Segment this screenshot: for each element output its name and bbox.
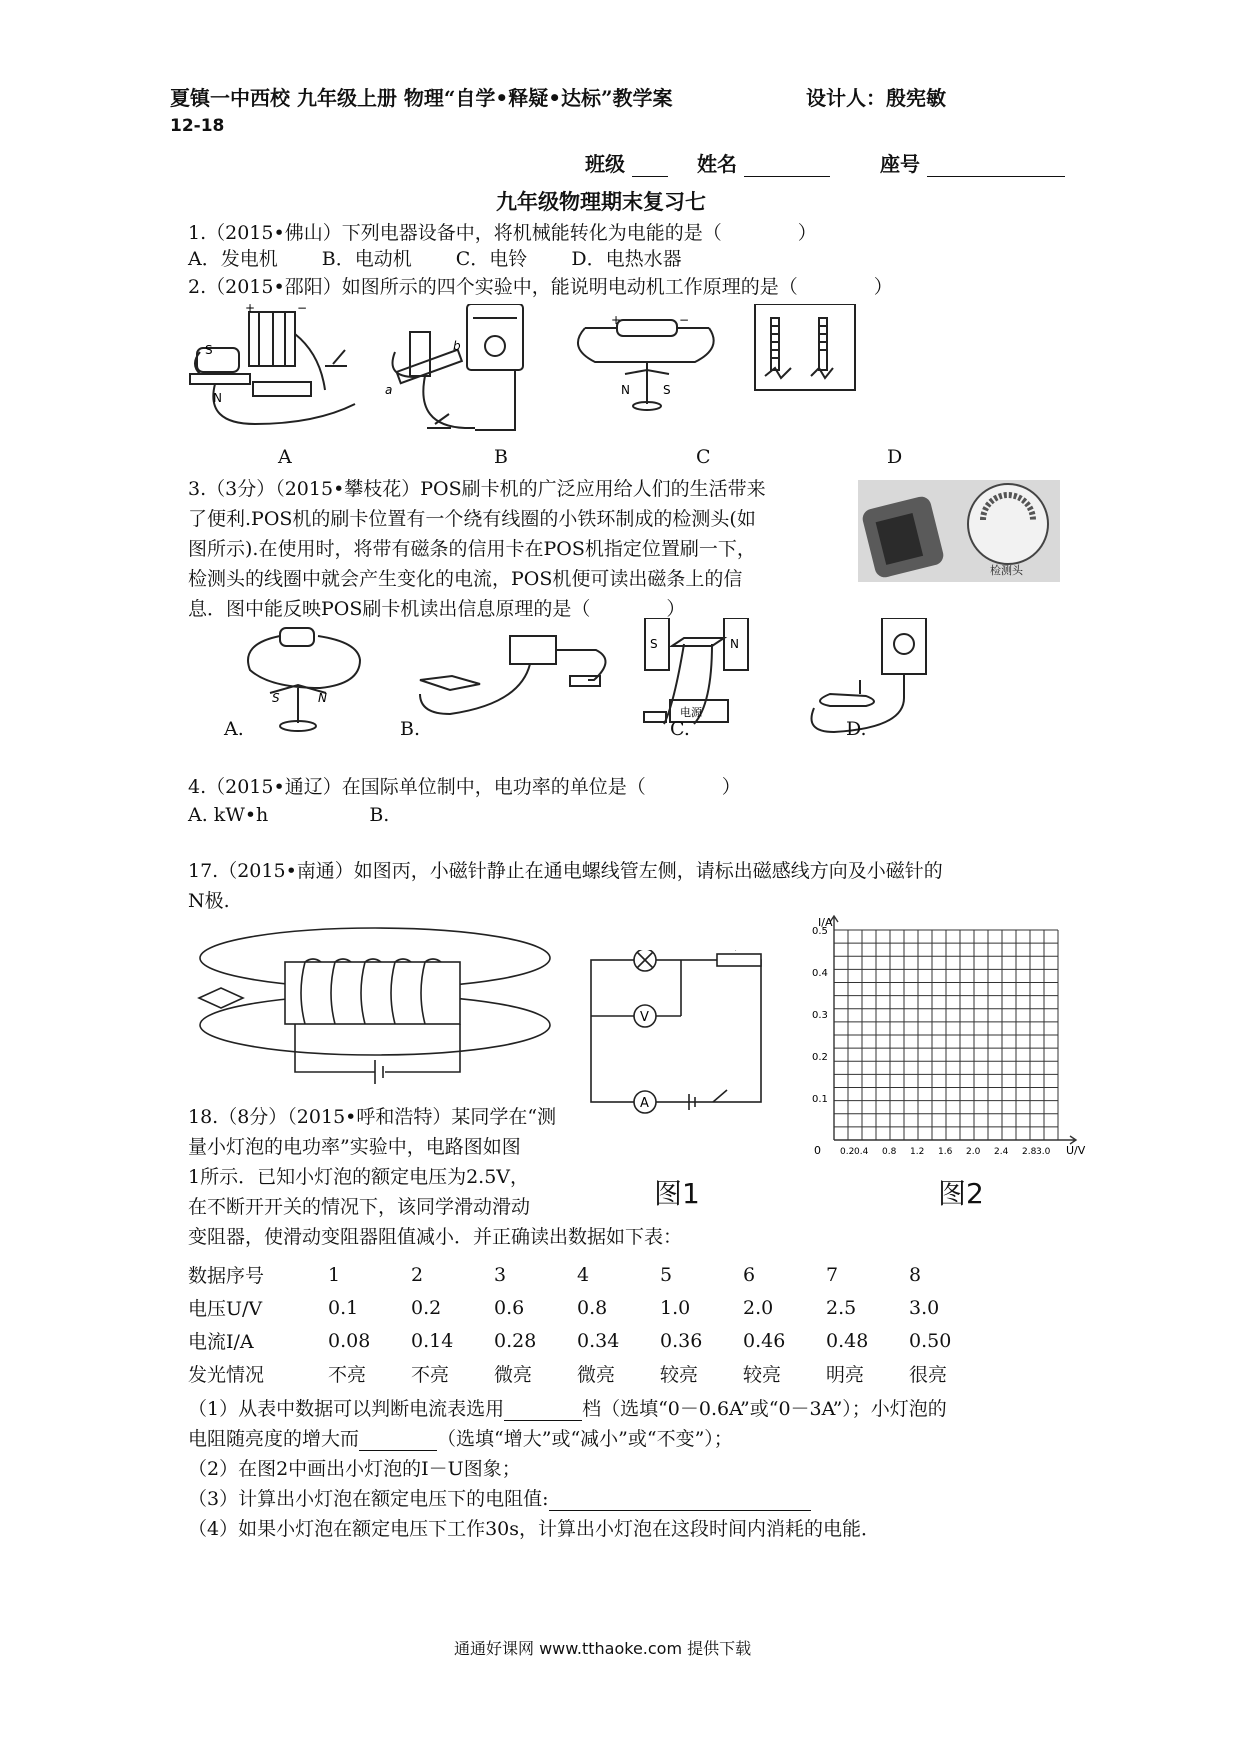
table-cell: 3: [494, 1263, 507, 1286]
table-cell: 0.1: [328, 1296, 359, 1319]
table-cell: 明亮: [826, 1364, 865, 1386]
pos-photo: [858, 480, 1060, 582]
grid-x-tick: 0.2: [840, 1147, 855, 1157]
q4-options: A. kW•h B.: [188, 804, 390, 826]
q17-line2: N极.: [188, 890, 230, 912]
class-field: [585, 148, 668, 177]
q2-fig-c-plus: +: [611, 313, 622, 327]
q2-label-a: A: [278, 446, 292, 468]
grid-x-tick: 0.8: [882, 1147, 897, 1157]
q18-line1: 18.（8分）（2015•呼和浩特）某同学在“测: [188, 1106, 557, 1128]
fig2-label: 图2: [938, 1177, 984, 1210]
q3-line1: 3.（3分）（2015•攀枝花）POS刷卡机的广泛应用给人们的生活带来: [188, 478, 766, 500]
q2-label-b: B: [494, 446, 508, 468]
grid-x-tick: 2.0: [966, 1147, 981, 1157]
table-cell: 6: [743, 1263, 756, 1286]
q2-figures: [185, 304, 985, 454]
table-cell: 1: [328, 1263, 341, 1286]
q3-fig-a: [248, 628, 360, 731]
name-field: [697, 148, 830, 177]
grid-x-tick: 1.2: [910, 1147, 925, 1157]
table-cell: 0.48: [826, 1329, 869, 1352]
q3-line2: 了便利.POS机的刷卡位置有一个绕有线圈的小铁环制成的检测头(如: [188, 508, 756, 530]
q2-fig-b: [393, 304, 524, 430]
table-cell: 0.6: [494, 1296, 525, 1319]
table-row: [188, 1357, 992, 1390]
q2-fig-a-plus: +: [245, 304, 256, 315]
q18-sub3: [188, 1484, 811, 1511]
seat-blank[interactable]: [927, 176, 1065, 177]
grid-x-tick: 2.4: [994, 1147, 1009, 1157]
table-cell: 微亮: [577, 1364, 616, 1386]
circuit-figure-1: [585, 950, 770, 1120]
q3-option-c: C.: [670, 718, 690, 740]
q3-fig-a-n: N: [318, 691, 327, 705]
q2-fig-a-s: S: [205, 343, 213, 357]
q2-fig-a: [190, 312, 355, 424]
header-title: 夏镇一中西校 九年级上册 物理“自学•释疑•达标”教学案: [170, 86, 673, 110]
table-cell: 8: [909, 1263, 922, 1286]
table-cell: 4: [577, 1263, 590, 1286]
table-cell: 较亮: [660, 1364, 699, 1386]
grid-y-tick: 0.3: [812, 1010, 828, 1021]
table-cell: 微亮: [494, 1364, 533, 1386]
q1-options: A．发电机 B．电动机 C．电铃 D．电热水器: [188, 248, 682, 270]
q18-sub1-cont: [188, 1424, 733, 1451]
q3-line5: 息．图中能反映POS刷卡机读出信息原理的是（ ）: [188, 598, 686, 620]
q2-stem: 2.（2015•邵阳）如图所示的四个实验中，能说明电动机工作原理的是（ ）: [188, 276, 893, 298]
q2-fig-a-minus: −: [297, 304, 308, 315]
header-designer: 设计人：殷宪敏: [806, 86, 946, 110]
q18-line5: 变阻器，使滑动变阻器阻值减小．并正确读出数据如下表：: [188, 1226, 683, 1248]
grid-y-tick: 0.4: [812, 968, 828, 979]
grid-y-axis-label: I/A: [818, 916, 833, 929]
seat-field: [880, 148, 1065, 177]
table-cell: 不亮: [411, 1364, 450, 1386]
table-cell: 7: [826, 1263, 839, 1286]
q18-sub2: （2）在图2中画出小灯泡的I－U图象；: [188, 1458, 521, 1480]
q2-label-c: C: [696, 446, 711, 468]
table-cell: 0.2: [411, 1296, 442, 1319]
ammeter-label: A: [640, 1096, 649, 1111]
name-blank[interactable]: [744, 176, 830, 177]
q18-line2: 量小灯泡的电功率”实验中，电路图如图: [188, 1136, 521, 1158]
q3-fig-c-power: 电源: [680, 706, 702, 719]
voltmeter-label: V: [640, 1010, 649, 1025]
q3-option-a: A.: [224, 718, 244, 740]
table-row: [188, 1324, 992, 1357]
table-row-header: 电流I/A: [188, 1331, 254, 1353]
name-label: 姓名: [697, 152, 737, 176]
q18-sub1: [188, 1394, 947, 1421]
q2-fig-c-minus: −: [679, 313, 690, 327]
grid-x-tick: 0.4: [854, 1147, 869, 1157]
header-date: 12-18: [170, 116, 225, 136]
q2-fig-b-a: a: [385, 383, 393, 397]
grid-y-tick: 0.5: [812, 926, 828, 937]
pos-photo-label: 检测头: [990, 564, 1023, 577]
q18-sub1-c: 电阻随亮度的增大而: [188, 1428, 360, 1450]
q2-fig-a-n: N: [213, 391, 222, 405]
table-cell: 0.14: [411, 1329, 454, 1352]
table-row: [188, 1291, 992, 1324]
q3-fig-c-n: N: [730, 637, 739, 651]
q3-line3: 图所示).在使用时，将带有磁条的信用卡在POS机指定位置刷一下，: [188, 538, 756, 560]
table-cell: 0.46: [743, 1329, 786, 1352]
table-row-header: 数据序号: [188, 1265, 265, 1287]
grid-y-tick: 0.2: [812, 1052, 828, 1063]
table-cell: 0.28: [494, 1329, 537, 1352]
q3-option-d: D.: [846, 718, 867, 740]
table-cell: 2: [411, 1263, 424, 1286]
data-table: [188, 1258, 992, 1390]
grid-axes: [830, 916, 1076, 1144]
q2-fig-c-n: N: [621, 383, 630, 397]
grid-x-tick: 1.6: [938, 1147, 953, 1157]
table-cell: 1.0: [660, 1296, 691, 1319]
q18-sub1-d: （选填“增大”或“减小”或“不变”）；: [437, 1428, 733, 1450]
table-row-header: 电压U/V: [188, 1298, 263, 1320]
q2-fig-c: [578, 320, 714, 410]
class-label: 班级: [585, 152, 625, 176]
q2-label-d: D: [887, 446, 903, 468]
grid-y-tick: 0.1: [812, 1094, 828, 1105]
q3-fig-b: [420, 636, 606, 714]
q4-stem: 4.（2015•通辽）在国际单位制中，电功率的单位是（ ）: [188, 776, 741, 798]
table-cell: 0.34: [577, 1329, 620, 1352]
ammeter-range-blank[interactable]: [504, 1420, 582, 1421]
fig1-label: 图1: [654, 1177, 700, 1210]
class-blank[interactable]: [632, 176, 668, 177]
table-row: [188, 1258, 992, 1291]
solenoid-figure: [185, 920, 560, 1090]
q1-stem: 1.（2015•佛山）下列电器设备中，将机械能转化为电能的是（ ）: [188, 222, 817, 244]
table-cell: 不亮: [328, 1364, 367, 1386]
grid-x-tick: 3.0: [1036, 1147, 1051, 1157]
q18-sub1-b: 档（选填“0－0.6A”或“0－3A”）；小灯泡的: [582, 1398, 947, 1420]
q18-line3: 1所示．已知小灯泡的额定电压为2.5V，: [188, 1166, 530, 1188]
grid-x-tick: 2.8: [1022, 1147, 1037, 1157]
table-cell: 较亮: [743, 1364, 782, 1386]
table-cell: 2.0: [743, 1296, 774, 1319]
grid-x-axis-label: U/V: [1066, 1144, 1086, 1157]
table-cell: 5: [660, 1263, 673, 1286]
grid-figure-2[interactable]: [810, 910, 1095, 1160]
footer: 通通好课网 www.tthaoke.com 提供下载: [454, 1639, 752, 1658]
table-cell: 很亮: [909, 1364, 948, 1386]
q18-sub1-a: （1）从表中数据可以判断电流表选用: [188, 1398, 505, 1420]
seat-label: 座号: [880, 152, 920, 176]
q18-line4: 在不断开开关的情况下，该同学滑动滑动: [188, 1196, 531, 1218]
q3-line4: 检测头的线圈中就会产生变化的电流，POS机便可读出磁条上的信: [188, 568, 743, 590]
table-cell: 3.0: [909, 1296, 940, 1319]
q3-fig-d: [812, 618, 927, 732]
table-row-header: 发光情况: [188, 1364, 265, 1386]
table-cell: 0.8: [577, 1296, 608, 1319]
table-cell: 0.50: [909, 1329, 952, 1352]
table-cell: 2.5: [826, 1296, 857, 1319]
q2-fig-d: [755, 304, 855, 390]
grid-origin: 0: [814, 1144, 821, 1157]
q18-sub4: （4）如果小灯泡在额定电压下工作30s，计算出小灯泡在这段时间内消耗的电能．: [188, 1518, 881, 1540]
q3-fig-a-s: S: [272, 691, 280, 705]
doc-title: 九年级物理期末复习七: [496, 189, 706, 214]
table-cell: 0.08: [328, 1329, 371, 1352]
q18-sub3-text: （3）计算出小灯泡在额定电压下的电阻值:: [188, 1488, 549, 1510]
table-cell: 0.36: [660, 1329, 703, 1352]
q17-line1: 17.（2015•南通）如图丙，小磁针静止在通电螺线管左侧，请标出磁感线方向及小磁针的: [188, 860, 943, 882]
q3-option-b: B.: [400, 718, 421, 740]
resistance-answer-blank[interactable]: [549, 1510, 811, 1511]
q2-fig-b-b: b: [453, 339, 461, 353]
resistance-trend-blank[interactable]: [359, 1450, 437, 1451]
compass-needle-icon: [199, 988, 243, 1008]
q3-fig-c-s: S: [650, 637, 658, 651]
q2-fig-c-s: S: [663, 383, 671, 397]
